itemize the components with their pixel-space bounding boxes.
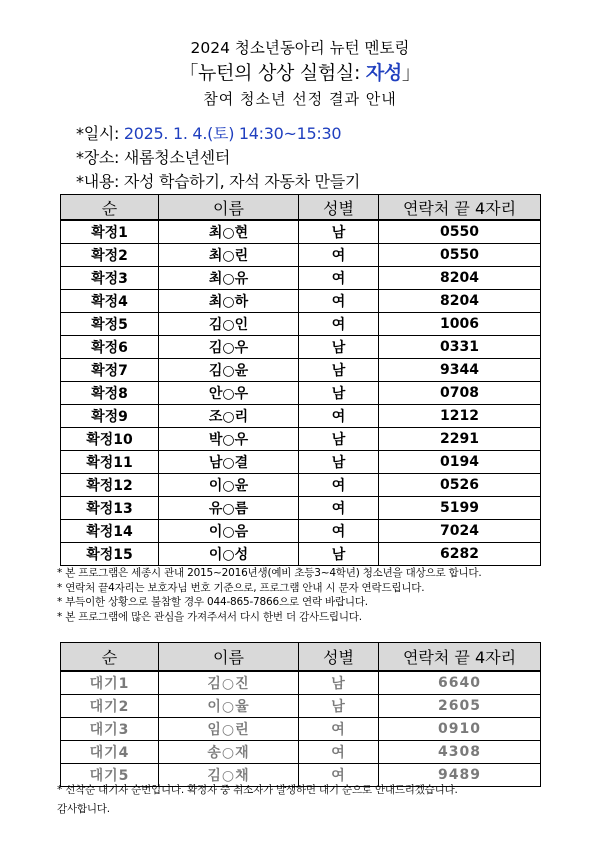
cell-phone: 6282: [379, 543, 541, 566]
cell-phone: 2291: [379, 428, 541, 451]
footer-thanks: 감사합니다.: [57, 803, 110, 815]
table-row: [61, 497, 541, 520]
cell-name: 이○성: [159, 543, 299, 566]
cell-gender: 여: [299, 741, 379, 764]
cell-name: 이○윤: [159, 474, 299, 497]
cell-phone: 1006: [379, 313, 541, 336]
note-item: * 본 프로그램은 세종시 관내 2015~2016년생(예비 초등3~4학년) 청소년을 대상으로 합니다.: [57, 567, 482, 579]
cell-gender: 남: [299, 543, 379, 566]
table-row: [61, 671, 541, 695]
cell-gender: 여: [299, 474, 379, 497]
cell-order: 대기5: [61, 764, 159, 787]
table-row: [61, 359, 541, 382]
cell-order: 확정9: [61, 405, 159, 428]
footer-note: * 선착순 대기자 순번입니다. 확정자 중 취소자가 발생하면 대기 순으로 안내드리겠습니다.: [57, 784, 458, 796]
table-header-row: [61, 195, 541, 221]
table-row: [61, 244, 541, 267]
cell-gender: 여: [299, 267, 379, 290]
cell-order: 확정12: [61, 474, 159, 497]
cell-order: 확정1: [61, 220, 159, 244]
cell-phone: 0708: [379, 382, 541, 405]
note-item: * 부득이한 상황으로 불참할 경우 044-865-7866으로 연락 바랍니다.: [57, 596, 368, 608]
cell-name: 이○율: [159, 695, 299, 718]
cell-phone: 8204: [379, 267, 541, 290]
subtitle-prefix: 「뉴턴의 상상 실험실:: [179, 62, 366, 84]
cell-phone: 9489: [379, 764, 541, 787]
cell-phone: 5199: [379, 497, 541, 520]
cell-order: 확정11: [61, 451, 159, 474]
confirmed-participants-table: [60, 194, 541, 566]
cell-gender: 남: [299, 336, 379, 359]
cell-phone: 2605: [379, 695, 541, 718]
cell-phone: 7024: [379, 520, 541, 543]
cell-gender: 여: [299, 244, 379, 267]
table-row: [61, 741, 541, 764]
cell-name: 박○우: [159, 428, 299, 451]
cell-order: 확정5: [61, 313, 159, 336]
cell-gender: 남: [299, 359, 379, 382]
cell-order: 확정7: [61, 359, 159, 382]
table-row: [61, 695, 541, 718]
note-item: * 연락처 끝4자리는 보호자님 번호 기준으로, 프로그램 안내 시 문자 연락드립니다.: [57, 581, 425, 594]
cell-gender: 남: [299, 220, 379, 244]
cell-name: 최○유: [159, 267, 299, 290]
table-row: [61, 290, 541, 313]
cell-name: 김○윤: [159, 359, 299, 382]
table-row: [61, 336, 541, 359]
subtitle-accent: 자성: [365, 62, 402, 84]
cell-name: 조○리: [159, 405, 299, 428]
announcement-title: 참여 청소년 선정 결과 안내: [203, 90, 397, 108]
cell-name: 안○우: [159, 382, 299, 405]
cell-order: 확정3: [61, 267, 159, 290]
table-row: [61, 428, 541, 451]
cell-order: 확정4: [61, 290, 159, 313]
cell-phone: 0526: [379, 474, 541, 497]
header-name: 이름: [159, 195, 299, 221]
cell-order: 확정8: [61, 382, 159, 405]
header-gender: 성별: [299, 195, 379, 221]
cell-order: 확정13: [61, 497, 159, 520]
cell-name: 남○결: [159, 451, 299, 474]
cell-order: 확정15: [61, 543, 159, 566]
cell-phone: 4308: [379, 741, 541, 764]
cell-gender: 남: [299, 695, 379, 718]
cell-name: 최○하: [159, 290, 299, 313]
table-row: [61, 520, 541, 543]
program-subtitle: [0, 58, 600, 85]
cell-order: 확정14: [61, 520, 159, 543]
cell-phone: 6640: [379, 671, 541, 695]
header-order: 순: [61, 195, 159, 221]
table-row: [61, 474, 541, 497]
cell-name: 김○인: [159, 313, 299, 336]
table-row: [61, 405, 541, 428]
cell-phone: 0550: [379, 244, 541, 267]
cell-gender: 남: [299, 671, 379, 695]
cell-order: 확정10: [61, 428, 159, 451]
info-date: [76, 121, 341, 144]
header-name: 이름: [159, 643, 299, 672]
cell-name: 이○음: [159, 520, 299, 543]
cell-gender: 여: [299, 764, 379, 787]
note-item: * 본 프로그램에 많은 관심을 가져주셔서 다시 한번 더 감사드립니다.: [57, 610, 362, 623]
table-row: [61, 382, 541, 405]
cell-name: 송○재: [159, 741, 299, 764]
cell-order: 대기3: [61, 718, 159, 741]
cell-phone: 0194: [379, 451, 541, 474]
cell-name: 최○현: [159, 220, 299, 244]
footer-notes: [57, 781, 458, 819]
cell-phone: 8204: [379, 290, 541, 313]
cell-phone: 1212: [379, 405, 541, 428]
cell-name: 김○채: [159, 764, 299, 787]
cell-phone: 0550: [379, 220, 541, 244]
cell-gender: 여: [299, 290, 379, 313]
header-gender: 성별: [299, 643, 379, 672]
table-row: [61, 718, 541, 741]
cell-phone: 9344: [379, 359, 541, 382]
table-row: [61, 543, 541, 566]
header-phone: 연락처 끝 4자리: [379, 195, 541, 221]
cell-gender: 여: [299, 497, 379, 520]
cell-order: 대기2: [61, 695, 159, 718]
cell-order: 확정6: [61, 336, 159, 359]
info-date-label: *일시:: [76, 124, 124, 143]
table-row: [61, 220, 541, 244]
info-date-value: 2025. 1. 4.(토) 14:30~15:30: [123, 124, 342, 143]
table-row: [61, 267, 541, 290]
cell-order: 대기4: [61, 741, 159, 764]
cell-gender: 남: [299, 451, 379, 474]
header-order: 순: [61, 643, 159, 672]
cell-order: 확정2: [61, 244, 159, 267]
table-row: [61, 313, 541, 336]
subtitle-suffix: 」: [401, 62, 421, 84]
cell-name: 김○우: [159, 336, 299, 359]
program-title: 2024 청소년동아리 뉴턴 멘토링: [190, 39, 410, 57]
info-place: *장소: 새롬청소년센터: [76, 148, 230, 167]
table-row: [61, 451, 541, 474]
info-content: *내용: 자성 학습하기, 자석 자동차 만들기: [76, 172, 361, 191]
header-phone: 연락처 끝 4자리: [379, 643, 541, 672]
cell-gender: 여: [299, 520, 379, 543]
cell-name: 김○진: [159, 671, 299, 695]
cell-order: 대기1: [61, 671, 159, 695]
cell-gender: 남: [299, 428, 379, 451]
cell-gender: 여: [299, 718, 379, 741]
cell-name: 임○린: [159, 718, 299, 741]
cell-name: 유○름: [159, 497, 299, 520]
table-header-row: [61, 643, 541, 672]
cell-gender: 남: [299, 382, 379, 405]
cell-name: 최○린: [159, 244, 299, 267]
notes: [57, 566, 482, 624]
waiting-list-table: [60, 642, 541, 787]
cell-gender: 여: [299, 405, 379, 428]
cell-phone: 0331: [379, 336, 541, 359]
cell-gender: 여: [299, 313, 379, 336]
cell-phone: 0910: [379, 718, 541, 741]
